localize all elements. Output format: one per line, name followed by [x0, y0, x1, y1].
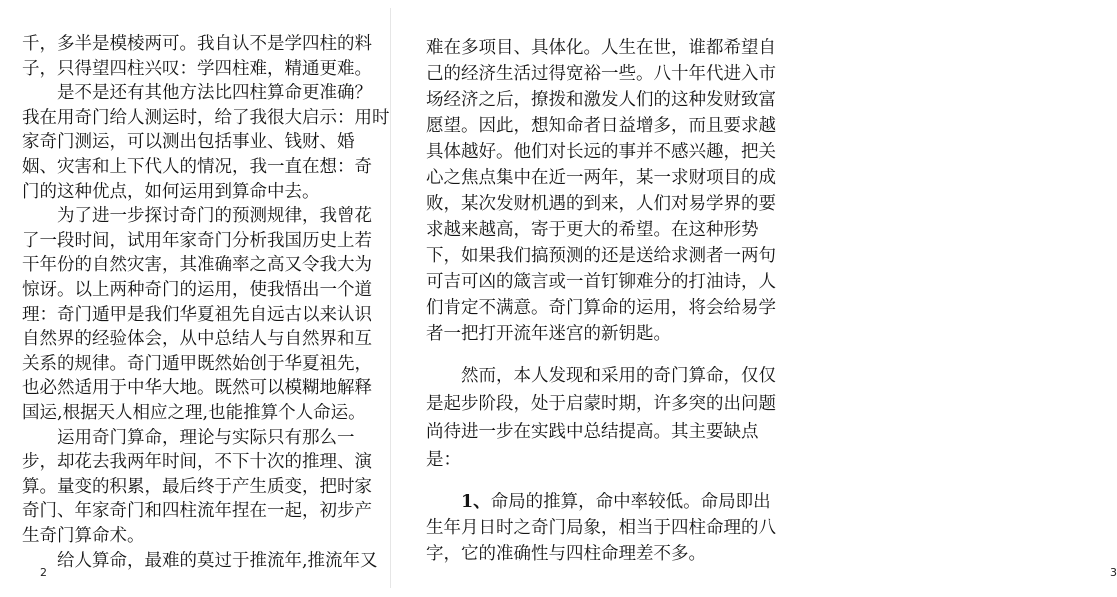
left-line-14: 关系的规律。奇门遁甲既然始创于华夏祖先， [22, 353, 372, 374]
left-line-5: 家奇门测运，可以测出包括事业、钱财、婚 [22, 132, 355, 153]
right-line-18: 生年月日时之奇门局象，相当于四柱命理的八 [426, 518, 776, 538]
left-page [0, 0, 390, 597]
left-line-6: 姻、灾害和上下代人的情况，我一直在想：奇 [22, 157, 372, 177]
right-line-12: 者一把打开流年迷宫的新钥匙。 [426, 324, 671, 344]
right-line-19: 字，它的准确性与四柱命理差不多。 [426, 544, 706, 564]
item-text: 命局的推算，命中率较低。命局即出 [490, 492, 771, 512]
left-line-1: 千，多半是模棱两可。我自认不是学四柱的料 [22, 34, 372, 54]
left-line-7: 门的这种优点，如何运用到算命中去。 [22, 181, 320, 202]
item-number: 1、 [461, 492, 491, 512]
numbered-item-1 [426, 488, 776, 516]
right-line-11: 们肯定不满意。奇门算命的运用，将会给易学 [426, 298, 776, 318]
left-line-13: 自然界的经验体会，从中总结人与自然界和互 [22, 329, 372, 350]
left-line-17: 运用奇门算命，理论与实际只有那么一 [57, 427, 355, 448]
right-page [400, 0, 1117, 597]
right-line-13: 然而，本人发现和采用的奇门算命，仅仅 [461, 366, 776, 386]
left-line-9: 了一段时间，试用年家奇门分析我国历史上若 [22, 230, 372, 251]
right-line-2: 己的经济生活过得宽裕一些。八十年代进入市 [426, 64, 776, 84]
left-line-11: 惊讶。以上两种奇门的运用，使我悟出一个道 [22, 280, 372, 300]
left-line-21: 生奇门算命术。 [22, 526, 145, 546]
right-line-3: 场经济之后，撩拨和激发人们的这种发财致富 [426, 90, 776, 110]
right-line-8: 求越来越高，寄于更大的希望。在这种形势 [426, 220, 759, 240]
left-line-3: 是不是还有其他方法比四柱算命更准确？ [57, 83, 372, 104]
left-line-18: 步，却花去我两年时间，不下十次的推理、演 [22, 452, 372, 473]
left-line-12: 理：奇门遁甲是我们华夏祖先自远古以来认识 [22, 304, 372, 325]
right-line-9: 下，如果我们搞预测的还是送给求测者一两句 [426, 246, 776, 266]
left-line-22: 给人算命，最难的莫过于推流年,推流年又 [57, 550, 378, 571]
page-number-right: 3 [1110, 566, 1117, 579]
left-line-2: 子，只得望四柱兴叹：学四柱难，精通更难。 [22, 58, 372, 79]
left-line-20: 奇门、年家奇门和四柱流年捏在一起，初步产 [22, 501, 372, 522]
right-line-7: 败，某次发财机遇的到来，人们对易学界的要 [426, 194, 776, 214]
left-line-4: 我在用奇门给人测运时，给了我很大启示：用时 [22, 107, 390, 128]
page-number-left: 2 [40, 566, 47, 579]
left-line-16: 国运,根据天人相应之理,也能推算个人命运。 [22, 403, 366, 423]
left-line-15: 也必然适用于中华大地。既然可以模糊地解释 [22, 378, 372, 399]
right-line-10: 可吉可凶的箴言或一首钉铆难分的打油诗，人 [426, 272, 776, 292]
right-line-16: 是： [426, 450, 461, 470]
right-line-14: 是起步阶段，处于启蒙时期，许多突的出问题 [426, 394, 776, 414]
left-line-19: 算。量变的积累，最后终于产生质变，把时家 [22, 476, 372, 497]
right-line-1: 难在多项目、具体化。人生在世，谁都希望自 [426, 38, 776, 58]
page-gutter [390, 8, 391, 588]
right-line-4: 愿望。因此，想知命者日益增多，而且要求越 [426, 116, 776, 136]
left-line-8: 为了进一步探讨奇门的预测规律，我曾花 [57, 206, 372, 227]
right-line-5: 具体越好。他们对长远的事并不感兴趣，把关 [426, 142, 776, 162]
right-line-6: 心之焦点集中在近一两年，某一求财项目的成 [426, 168, 776, 188]
left-line-10: 干年份的自然灾害，其准确率之高又令我大为 [22, 255, 372, 276]
right-line-15: 尚待进一步在实践中总结提高。其主要缺点 [426, 422, 759, 442]
